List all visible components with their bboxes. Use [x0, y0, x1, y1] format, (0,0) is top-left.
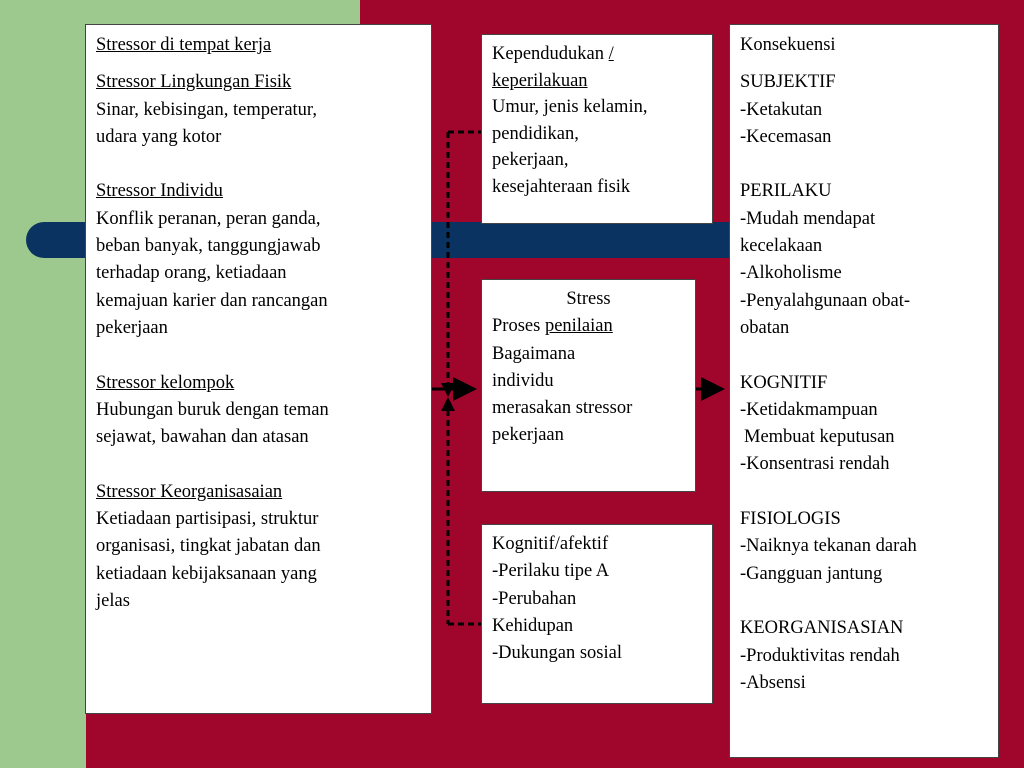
stress-line: individu — [492, 370, 554, 391]
demography-heading-part1: Kependudukan — [492, 44, 609, 64]
cognitive-line: -Perubahan — [492, 588, 577, 609]
consequences-box — [729, 24, 999, 758]
consequence-section — [740, 69, 988, 151]
stress-line: merasakan stressor — [492, 398, 633, 419]
consequences-title: Konsekuensi — [740, 35, 836, 55]
demography-box — [481, 34, 713, 224]
demography-heading-line1 — [492, 41, 702, 68]
section-heading: Stressor Lingkungan Fisik — [96, 72, 292, 93]
section-line: terhadap orang, ketiadaan — [96, 263, 287, 284]
section-line: kecelakaan — [740, 236, 823, 257]
section-heading: Stressor Keorganisasaian — [96, 481, 283, 502]
demography-line: pendidikan, — [492, 123, 579, 144]
section-heading: KEORGANISASIAN — [740, 618, 904, 639]
stress-box — [481, 279, 696, 492]
section-line: Ketiadaan partisipasi, struktur — [96, 509, 319, 530]
section-heading: KOGNITIF — [740, 372, 828, 393]
section-line: -Produktivitas rendah — [740, 645, 900, 666]
stressor-section — [96, 69, 421, 151]
section-line: udara yang kotor — [96, 126, 222, 147]
cognitive-affective-box — [481, 524, 713, 704]
cognitive-line: Kehidupan — [492, 615, 574, 636]
stressor-section — [96, 370, 421, 452]
section-line: -Absensi — [740, 672, 806, 693]
stressor-box — [85, 24, 432, 714]
section-line: beban banyak, tanggungjawab — [96, 236, 321, 257]
section-line: jelas — [96, 590, 130, 611]
section-line: -Penyalahgunaan obat- — [740, 290, 911, 311]
section-line: -Ketidakmampuan — [740, 399, 878, 420]
consequence-section — [740, 370, 988, 479]
section-line: -Konsentrasi rendah — [740, 454, 890, 475]
section-heading: SUBJEKTIF — [740, 72, 836, 93]
demography-line: kesejahteraan fisik — [492, 176, 631, 197]
section-line: Sinar, kebisingan, temperatur, — [96, 99, 317, 120]
stressor-section — [96, 178, 421, 342]
demography-heading-part2: keperilakuan — [492, 70, 588, 91]
consequence-section — [740, 178, 988, 342]
section-line: kemajuan karier dan rancangan — [96, 290, 328, 311]
consequence-section — [740, 506, 988, 588]
demography-heading-slash: / — [608, 44, 614, 64]
stress-title: Stress — [566, 289, 611, 309]
section-line: pekerjaan — [96, 317, 168, 338]
stress-process-underlined: penilaian — [544, 316, 613, 337]
stress-process-line — [492, 313, 685, 340]
section-line: -Gangguan jantung — [740, 563, 883, 584]
section-line: -Ketakutan — [740, 99, 823, 120]
section-heading: FISIOLOGIS — [740, 509, 841, 530]
stress-line: Bagaimana — [492, 343, 576, 364]
stressor-section — [96, 479, 421, 615]
section-line: Konflik peranan, peran ganda, — [96, 208, 321, 229]
cognitive-line: -Perilaku tipe A — [492, 561, 610, 582]
demography-line: pekerjaan, — [492, 150, 569, 170]
stress-line: pekerjaan — [492, 425, 564, 446]
stressor-box-title: Stressor di tempat kerja — [96, 35, 272, 55]
section-line: -Mudah mendapat — [740, 208, 876, 229]
section-line: obatan — [740, 317, 790, 338]
section-line: -Alkoholisme — [740, 263, 842, 284]
section-heading: Stressor kelompok — [96, 372, 235, 393]
section-line: -Kecemasan — [740, 126, 832, 147]
demography-line: Umur, jenis kelamin, — [492, 97, 648, 117]
section-line: ketiadaan kebijaksanaan yang — [96, 563, 317, 584]
section-line: Hubungan buruk dengan teman — [96, 399, 329, 420]
section-line: Membuat keputusan — [744, 427, 895, 448]
section-line: organisasi, tingkat jabatan dan — [96, 536, 321, 557]
section-line: -Naiknya tekanan darah — [740, 536, 917, 557]
cognitive-line: -Dukungan sosial — [492, 643, 622, 664]
consequence-section — [740, 615, 988, 697]
stress-process-prefix: Proses — [492, 316, 545, 337]
section-heading: Stressor Individu — [96, 181, 223, 202]
cognitive-line: Kognitif/afektif — [492, 534, 609, 554]
section-line: sejawat, bawahan dan atasan — [96, 427, 309, 448]
section-heading: PERILAKU — [740, 181, 832, 202]
